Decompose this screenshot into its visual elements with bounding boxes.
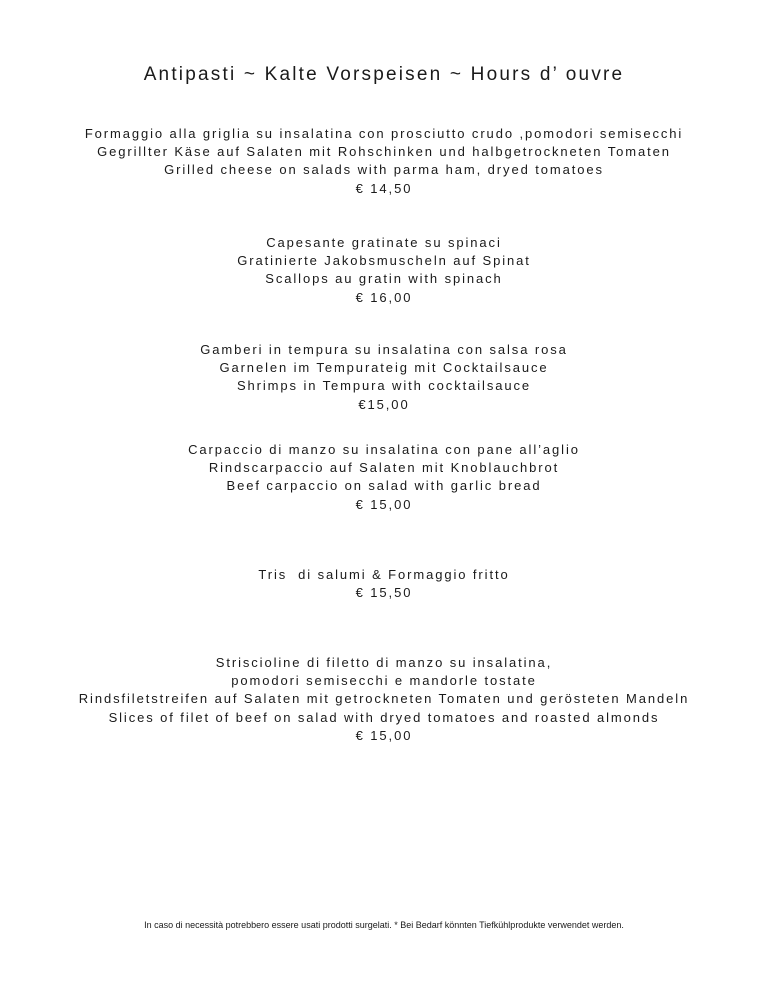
menu-item-beef-carpaccio xyxy=(0,441,768,514)
item-price: €15,00 xyxy=(358,396,410,412)
item-name-english: Scallops au gratin with spinach xyxy=(265,271,503,287)
item-name-italian: Formaggio alla griglia su insalatina con prosciutto crudo ,pomodori semisecchi xyxy=(84,126,684,141)
item-name-german: Rindscarpaccio auf Salaten mit Knoblauchbrot xyxy=(208,460,560,476)
item-name-italian: Striscioline di filetto di manzo su insalatina, xyxy=(215,655,553,670)
item-name-italian-cont: pomodori semisecchi e mandorle tostate xyxy=(231,673,537,689)
menu-item-tris-salumi xyxy=(0,566,768,602)
menu-item-scallops xyxy=(0,234,768,307)
item-price: € 14,50 xyxy=(355,180,413,196)
menu-item-filet-strips xyxy=(0,654,768,745)
item-name-english: Slices of filet of beef on salad with dryed tomatoes and roasted almonds xyxy=(108,709,660,725)
item-name-english: Grilled cheese on salads with parma ham, dryed tomatoes xyxy=(164,162,604,178)
item-price: € 15,00 xyxy=(355,727,413,743)
item-price: € 15,50 xyxy=(355,585,413,601)
item-name: Tris di salumi & Formaggio fritto xyxy=(258,567,510,582)
menu-title: Antipasti ~ Kalte Vorspeisen ~ Hours d’ ouvre xyxy=(143,64,625,85)
item-name-english: Beef carpaccio on salad with garlic bread xyxy=(226,478,542,494)
item-name-italian: Capesante gratinate su spinaci xyxy=(266,235,502,250)
item-name-italian: Carpaccio di manzo su insalatina con pane all’aglio xyxy=(188,442,580,457)
item-name-english: Shrimps in Tempura with cocktailsauce xyxy=(236,378,532,394)
item-price: € 15,00 xyxy=(355,496,413,512)
frozen-products-note: In caso di necessità potrebbero essere usati prodotti surgelati. * Bei Bedarf könnten Tiefkühlprodukte verwendet werden. xyxy=(144,920,624,930)
item-price: € 16,00 xyxy=(355,289,413,305)
item-name-italian: Gamberi in tempura su insalatina con salsa rosa xyxy=(200,342,568,357)
item-name-german: Rindsfiletstreifen auf Salaten mit getrockneten Tomaten und gerösteten Mandeln xyxy=(78,691,690,707)
menu-item-grilled-cheese xyxy=(0,125,768,198)
item-name-german: Garnelen im Tempurateig mit Cocktailsauce xyxy=(219,360,549,376)
item-name-german: Gratinierte Jakobsmuscheln auf Spinat xyxy=(237,253,531,269)
item-name-german: Gegrillter Käse auf Salaten mit Rohschinken und halbgetrockneten Tomaten xyxy=(97,144,671,160)
menu-item-shrimps xyxy=(0,341,768,414)
